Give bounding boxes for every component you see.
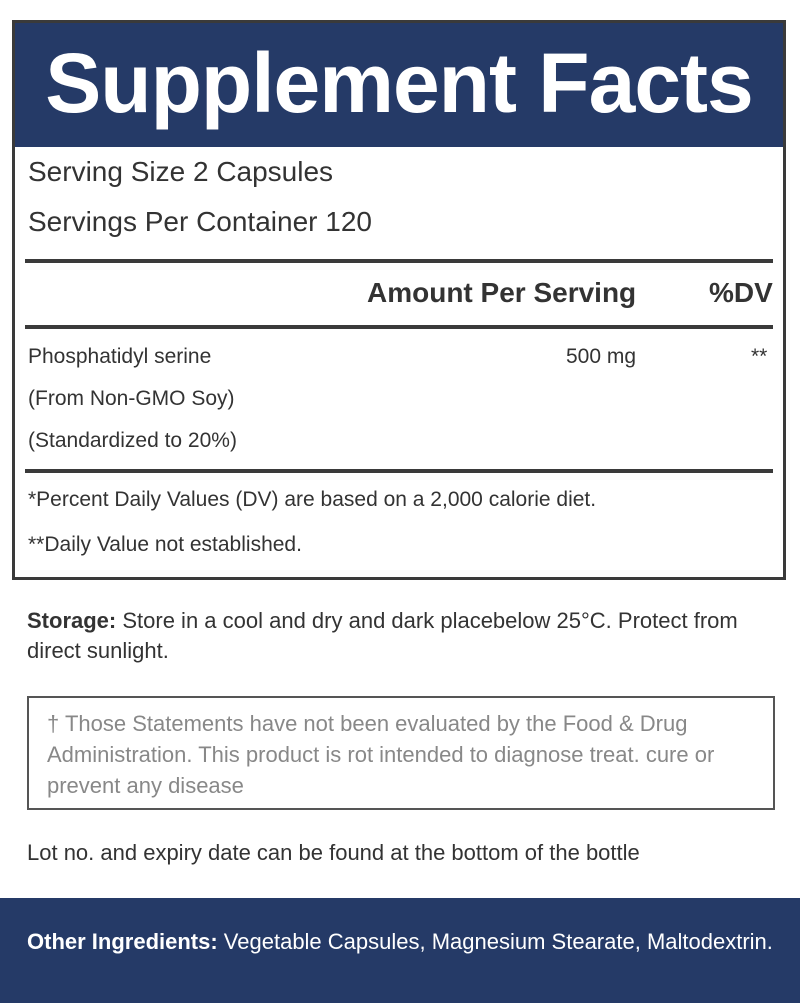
- divider-rule: [25, 469, 773, 473]
- ingredient-amount: 500 mg: [566, 345, 637, 368]
- serving-size: Serving Size 2 Capsules: [28, 156, 334, 187]
- facts-header-band: [15, 23, 783, 147]
- storage-text: Store in a cool and dry and dark placebelow 25°C. Protect from direct sunlight.: [27, 608, 738, 663]
- lot-expiry-note: Lot no. and expiry date can be found at the bottom of the bottle: [27, 840, 640, 865]
- fda-disclaimer-box: † Those Statements have not been evaluated by the Food & Drug Administration. This product is rot intended to diagnose treat. cure or prevent any disease: [27, 696, 775, 810]
- other-ingredients-text: Vegetable Capsules, Magnesium Stearate, Maltodextrin.: [217, 929, 773, 954]
- facts-title: Supplement Facts: [45, 36, 753, 130]
- divider-rule: [25, 325, 773, 329]
- servings-per-container: Servings Per Container 120: [28, 206, 372, 237]
- ingredient-dv: **: [751, 345, 768, 368]
- divider-rule: [25, 259, 773, 263]
- storage-label: Storage:: [27, 608, 117, 633]
- footnote-dv-not-established: **Daily Value not established.: [28, 533, 302, 556]
- ingredient-name: Phosphatidyl serine: [28, 345, 212, 368]
- other-ingredients-label: Other Ingredients:: [27, 929, 218, 954]
- other-ingredients: [27, 926, 787, 958]
- ingredient-standardized: (Standardized to 20%): [28, 429, 237, 452]
- column-header-dv: %DV: [709, 277, 773, 308]
- storage-instructions: [27, 606, 767, 666]
- footnote-percent-dv: *Percent Daily Values (DV) are based on a 2,000 calorie diet.: [28, 488, 597, 511]
- supplement-facts-panel: [12, 20, 786, 580]
- other-ingredients-band: [0, 898, 800, 1003]
- ingredient-source: (From Non-GMO Soy): [28, 387, 235, 410]
- column-header-amount: Amount Per Serving: [367, 277, 637, 308]
